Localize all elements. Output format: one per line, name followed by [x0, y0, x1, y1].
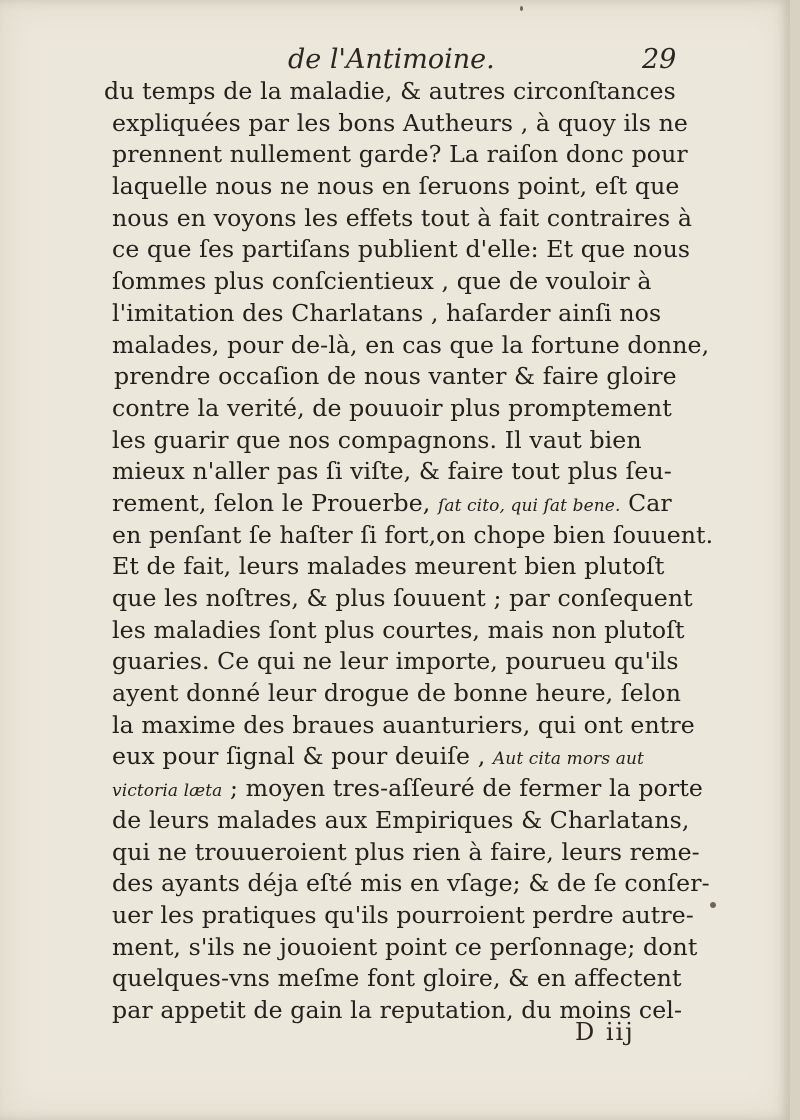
text-line: de leurs malades aux Empiriques & Charlatans,: [112, 805, 690, 834]
text-line: nous en voyons les effets tout à fait contraires à: [112, 203, 692, 232]
text-run: rement, ſelon le Prouerbe,: [112, 488, 438, 517]
paper-speck: [710, 902, 716, 908]
text-line: par appetit de gain la reputation, du moins cel-: [112, 995, 683, 1024]
text-line: qui ne trouueroient plus rien à faire, leurs reme-: [112, 837, 700, 866]
signature-mark: D iij: [575, 1018, 635, 1046]
text-line: ment, s'ils ne jouoient point ce perſonnage; dont: [112, 932, 698, 961]
text-line: ce que ſes partiſans publient d'elle: Et que nous: [112, 235, 691, 264]
text-line: du temps de la maladie, & autres circonſtances: [104, 77, 676, 105]
paper-speck: [520, 6, 523, 11]
text-line: mieux n'aller pas ſi viſte, & faire tout plus ſeu-: [112, 457, 672, 486]
page-number: 29: [642, 44, 677, 75]
text-line: [112, 741, 704, 773]
text-run: Car: [620, 488, 672, 517]
body-text: [104, 76, 714, 1027]
text-line: expliquées par les bons Autheurs , à quoy ils ne: [112, 108, 688, 137]
page-footer: [0, 1018, 790, 1058]
text-line: les guarir que nos compagnons. Il vaut bien: [112, 425, 642, 454]
text-line: laquelle nous ne nous en ſeruons point, eſt que: [112, 172, 680, 201]
text-line: prendre occaſion de nous vanter & faire gloire: [114, 362, 677, 391]
text-line: des ayants déja eſté mis en vſage; & de ſe conſer-: [112, 869, 710, 898]
text-line: les maladies ſont plus courtes, mais non plutoſt: [112, 615, 685, 644]
latin-proverb: ſat cito, qui ſat bene.: [437, 495, 621, 516]
text-run: ; moyen tres-aſſeuré de fermer la porte: [222, 774, 703, 803]
text-line: la maxime des braues auanturiers, qui ont entre: [112, 710, 695, 739]
text-line: [112, 773, 704, 805]
text-line: guaries. Ce qui ne leur importe, pourueu qu'ils: [112, 647, 679, 676]
text-line: malades, pour de-là, en cas que la fortune donne,: [112, 330, 710, 359]
text-line: [112, 488, 704, 520]
text-line: que les noſtres, & plus ſouuent ; par conſequent: [112, 584, 693, 612]
latin-motto: Aut cita mors aut: [492, 749, 644, 770]
running-head: de l'Antimoine.: [288, 44, 495, 75]
text-line: ayent donné leur drogue de bonne heure, ſelon: [112, 679, 681, 708]
text-line: prennent nullement garde? La raiſon donc pour: [112, 140, 688, 169]
text-line: uer les pratiques qu'ils pourroient perdre autre-: [112, 900, 694, 929]
text-line: Et de fait, leurs malades meurent bien plutoſt: [112, 552, 665, 581]
text-run: eux pour ſignal & pour deuiſe ,: [112, 742, 493, 771]
text-line: l'imitation des Charlatans , haſarder ainſi nos: [112, 298, 662, 327]
text-line: quelques-vns meſme font gloire, & en affectent: [112, 964, 682, 993]
text-line: contre la verité, de pouuoir plus promptement: [112, 393, 672, 422]
text-line: ſommes plus conſcientieux , que de vouloir à: [112, 267, 652, 296]
latin-motto: victoria læta: [112, 781, 223, 802]
text-line: en penſant ſe haſter ſi fort,on chope bien ſouuent.: [112, 520, 714, 549]
